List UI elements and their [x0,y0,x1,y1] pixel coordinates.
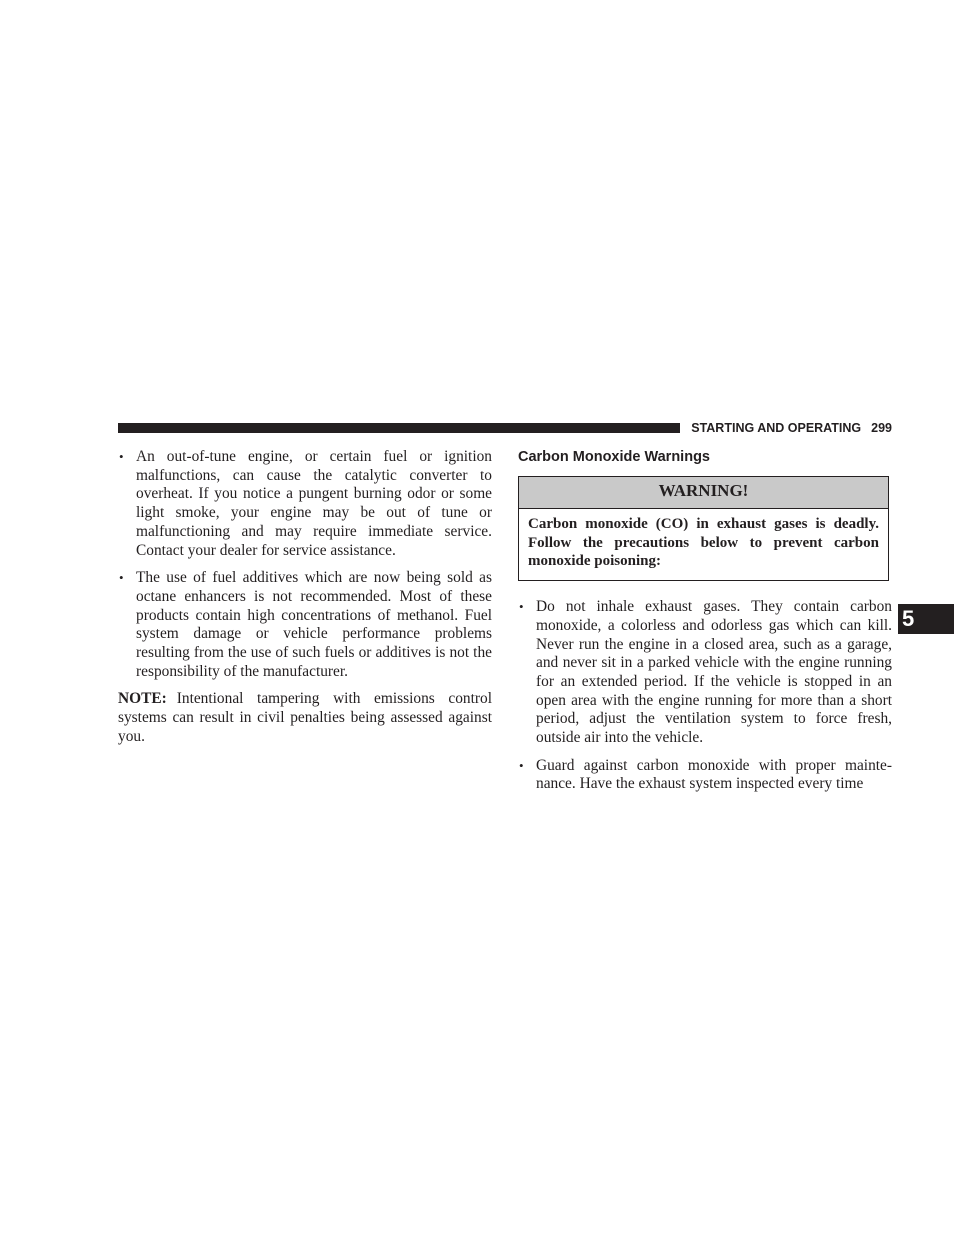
header-section-title: STARTING AND OPERATING [691,421,862,435]
bullet-text: Do not inhale exhaust gases. They contain carbon monoxide, a colorless and odorless gas which can kill. Never run the engine in a closed area, such as a garage, and never sit in a parked vehicle with the engine running for an extended period. If the vehicle is stopped in an open area with the engine running for more than a short period, adjust the ventilation system to force fresh, outside air into the vehicle. [536,598,892,747]
right-column [518,448,892,794]
page-number: 299 [871,421,892,435]
section-heading: Carbon Monoxide Warnings [518,449,710,465]
bullet-icon: • [519,599,524,615]
warning-text: Carbon monoxide (CO) in exhaust gases is deadly. Follow the precautions below to prevent carbon monoxide poisoning: [528,516,879,570]
bullet-text: Guard against carbon monoxide with proper mainte-nance. Have the exhaust system inspected every time [536,756,892,793]
bullet-icon: • [519,757,524,773]
note-text: Intentional tampering with emissions control systems can result in civil penalties being assessed against you. [118,690,492,745]
left-column [118,448,492,747]
note-label: NOTE: [118,690,167,708]
list-item [118,448,492,560]
bullet-icon: • [119,449,124,464]
chapter-tab: 5 [898,604,954,634]
list-item [118,569,492,681]
warning-box [518,476,889,581]
warning-title: WARNING! [519,477,888,509]
note-paragraph [118,690,492,746]
header-rule [118,423,680,433]
list-item [518,757,892,794]
bullet-icon: • [119,570,124,586]
bullet-text: An out-of-tune engine, or certain fuel or ignition malfunctions, can cause the catalytic converter to overheat. If you notice a pungent burning odor or some light smoke, your engine may be out of tune or malfunctioning and may require immediate service. Contact your dealer for service assistance. [136,448,492,559]
running-header [688,420,892,436]
list-item [518,598,892,748]
bullet-text: The use of fuel additives which are now being sold as octane enhancers is not recommended. Most of these products contain high concentrations of methanol. Fuel system damage or vehicle performance problems resulting from the use of such fuels or additives is not the responsibility of the manufacturer. [136,569,492,680]
